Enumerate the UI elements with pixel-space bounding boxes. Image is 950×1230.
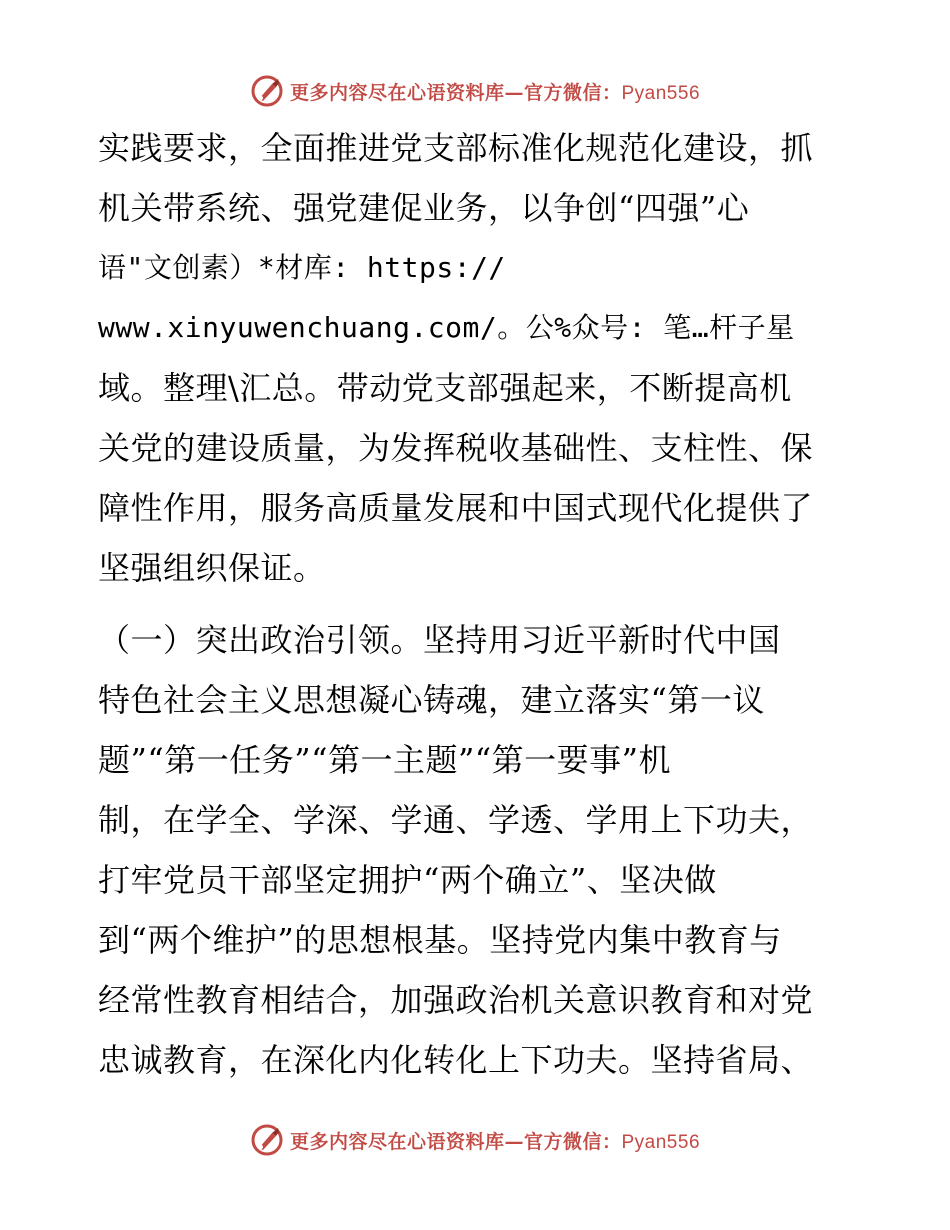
text-line: www.xinyuwenchuang.com/。公%众号: 笔…杆子星 xyxy=(98,311,795,344)
text-line: 制，在学全、学深、学通、学透、学用上下功夫， xyxy=(98,801,814,839)
text-line: 域。整理\汇总。带动党支部强起来，不断提高机 xyxy=(98,369,792,407)
quill-pen-logo-icon xyxy=(250,74,284,108)
text-line: 坚强组织保证。 xyxy=(98,549,326,587)
paragraph xyxy=(98,610,858,1090)
quill-pen-logo-icon xyxy=(250,1123,284,1157)
text-line: 打牢党员干部坚定拥护“两个确立”、坚决做 xyxy=(98,861,717,899)
text-line: 经常性教育相结合，加强政治机关意识教育和对党 xyxy=(98,981,814,1019)
text-line: 障性作用，服务高质量发展和中国式现代化提供了 xyxy=(98,489,814,527)
text-line: 特色社会主义思想凝心铸魂，建立落实“第一议 xyxy=(98,681,765,719)
text-line: 关党的建设质量，为发挥税收基础性、支柱性、保 xyxy=(98,429,814,467)
document-body xyxy=(98,118,858,1090)
paragraph xyxy=(98,118,858,598)
text-line: 到“两个维护”的思想根基。坚持党内集中教育与 xyxy=(98,921,782,959)
text-line: 忠诚教育，在深化内化转化上下功夫。坚持省局、 xyxy=(98,1041,814,1079)
text-line: 机关带系统、强党建促业务，以争创“四强”心 xyxy=(98,189,750,227)
footer-watermark xyxy=(0,1120,950,1160)
header-watermark xyxy=(0,71,950,111)
watermark-text: 更多内容尽在心语资料库—官方微信：Pyan556 xyxy=(289,81,701,104)
watermark-text: 更多内容尽在心语资料库—官方微信：Pyan556 xyxy=(289,1130,701,1153)
text-line: 语"文创素）*材库: https:// xyxy=(98,251,506,284)
text-line: 实践要求，全面推进党支部标准化规范化建设，抓 xyxy=(98,129,814,167)
text-line: 题”“第一任务”“第一主题”“第一要事”机 xyxy=(98,741,672,779)
text-line: （一）突出政治引领。坚持用习近平新时代中国 xyxy=(98,621,781,659)
